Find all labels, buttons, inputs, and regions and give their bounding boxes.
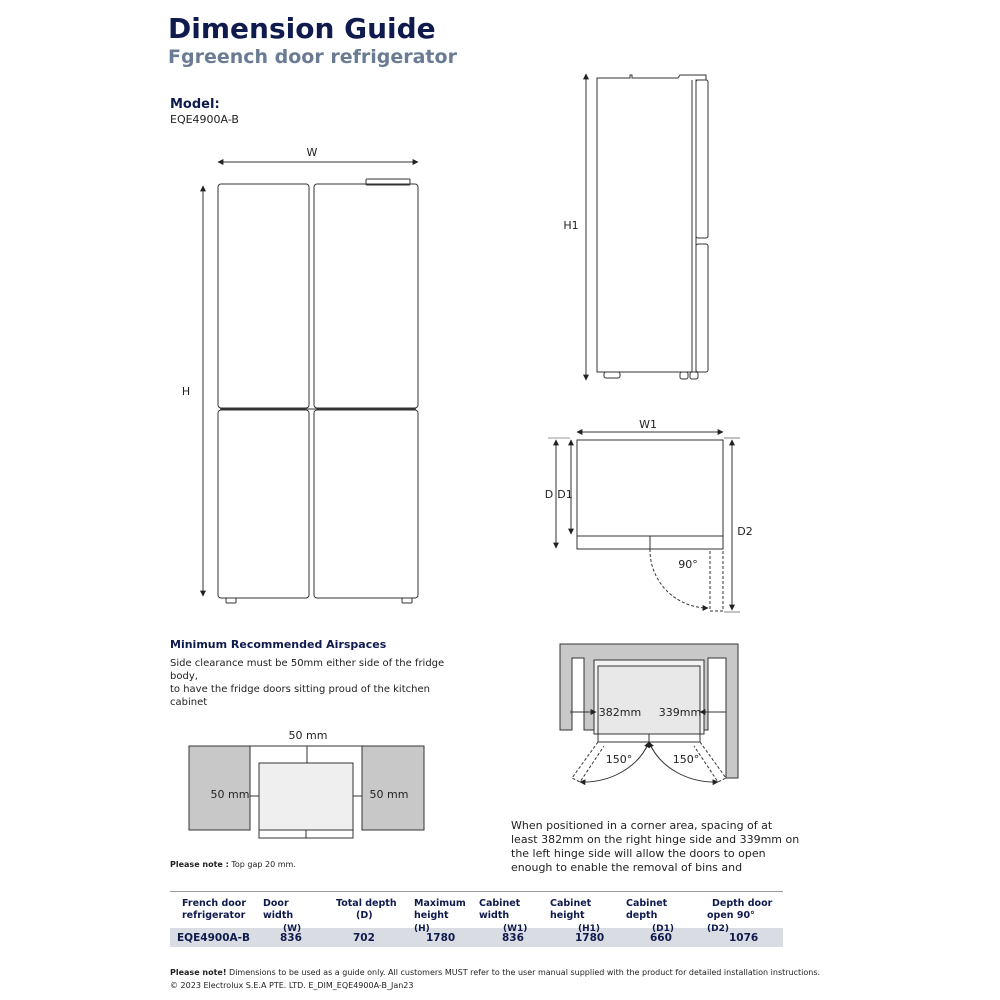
label-clearance-382: 382mm <box>598 706 642 719</box>
cell-model: EQE4900A-B <box>177 932 250 944</box>
footer-note <box>170 968 820 977</box>
table-top-rule <box>170 891 783 892</box>
col-header-type: French door refrigerator <box>182 898 247 921</box>
footer-note-label: Please note! <box>170 968 227 977</box>
model-label: Model: <box>170 97 220 112</box>
model-value: EQE4900A-B <box>170 113 239 126</box>
top-gap-note <box>170 860 296 869</box>
table-row <box>170 928 783 947</box>
label-gap-left: 50 mm <box>210 788 250 801</box>
label-d2: D2 <box>737 525 753 538</box>
col-header-max-height: Maximum height <box>414 898 466 921</box>
cell-max-height: 1780 <box>426 932 456 944</box>
col-sub-w: (W) <box>283 924 302 934</box>
cell-cabinet-height: 1780 <box>575 932 605 944</box>
corner-view-diagram <box>560 644 738 782</box>
label-h: H <box>181 385 191 398</box>
col-header-total-depth: Total depth (D) <box>336 898 397 921</box>
col-sub-h1: (H1) <box>578 924 601 934</box>
cell-total-depth: 702 <box>353 932 375 944</box>
label-d: D <box>544 488 554 501</box>
cell-cabinet-depth: 660 <box>650 932 672 944</box>
col-sub-d1: (D1) <box>652 924 674 934</box>
airspaces-text: Side clearance must be 50mm either side of the fridge body, to have the fridge doors sitting proud of the kitchen cabinet <box>170 658 445 708</box>
label-angle-150-right: 150° <box>672 753 700 766</box>
top-gap-note-text: Top gap 20 mm. <box>231 860 296 869</box>
col-sub-h: (H) <box>414 924 430 934</box>
cell-door-width: 836 <box>280 932 302 944</box>
corner-placement-text: When positioned in a corner area, spacing of at least 382mm on the right hinge side and 339mm on the left hinge side will allow the doors to open enough to enable the removal of bins and <box>511 819 800 874</box>
top-gap-note-label: Please note : <box>170 860 229 869</box>
col-header-door-width: Door width <box>263 898 294 921</box>
footer-note-text: Dimensions to be used as a guide only. All customers MUST refer to the user manual supplied with the product for detailed installation instructions. <box>229 968 821 977</box>
col-sub-d2: (D2) <box>707 924 729 934</box>
footer-copyright: © 2023 Electrolux S.E.A PTE. LTD. E_DIM_EQE4900A-B_Jan23 <box>170 981 414 990</box>
front-view-diagram <box>203 162 418 603</box>
label-angle-150-left: 150° <box>605 753 633 766</box>
label-w1: W1 <box>639 418 657 431</box>
page-title: Dimension Guide <box>168 12 436 45</box>
label-clearance-339: 339mm <box>658 706 702 719</box>
label-w: W <box>306 146 318 159</box>
airspaces-heading: Minimum Recommended Airspaces <box>170 638 387 651</box>
side-view-diagram <box>586 74 708 380</box>
label-d1: D1 <box>557 488 573 501</box>
label-angle-90: 90° <box>678 558 698 571</box>
col-header-depth-door-open: Depth door open 90° <box>707 898 773 921</box>
label-gap-top: 50 mm <box>288 729 328 742</box>
label-gap-right: 50 mm <box>369 788 409 801</box>
cell-cabinet-width: 836 <box>502 932 524 944</box>
label-h1: H1 <box>563 219 579 232</box>
col-header-cabinet-depth: Cabinet depth <box>626 898 668 921</box>
col-sub-w1: (W1) <box>503 924 528 934</box>
col-header-cabinet-height: Cabinet height <box>550 898 592 921</box>
col-header-cabinet-width: Cabinet width <box>479 898 521 921</box>
cell-depth-door-open: 1076 <box>729 932 759 944</box>
page-subtitle: Fgreench door refrigerator <box>168 46 457 68</box>
top-view-diagram <box>548 432 740 612</box>
